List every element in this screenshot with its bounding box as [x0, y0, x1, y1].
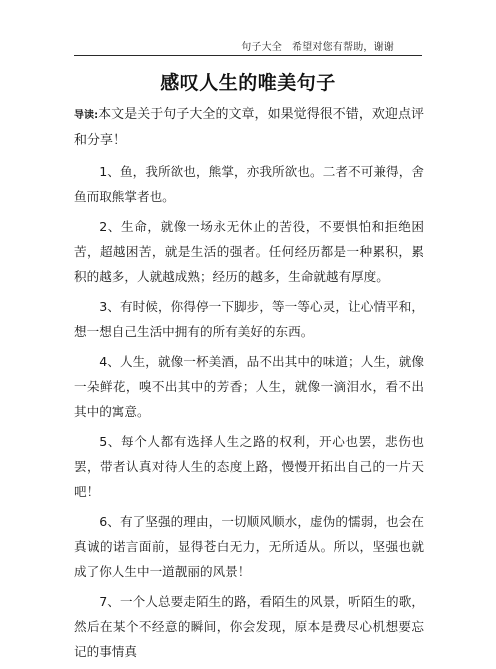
header-divider	[74, 55, 422, 56]
sentence-paragraph-1: 1、鱼，我所欲也，熊掌，亦我所欲也。二者不可兼得，舍鱼而取熊掌者也。	[74, 164, 424, 204]
sentence-paragraph-5: 5、每个人都有选择人生之路的权利，开心也罢，悲伤也罢，带者认真对待人生的态度上路，慢慢开拓出自己的一片天吧！	[74, 434, 424, 499]
document-body	[74, 102, 424, 669]
intro-text: 本文是关于句子大全的文章，如果觉得很不错，欢迎点评和分享！	[74, 107, 424, 148]
sentence-paragraph-7: 7、一个人总要走陌生的路，看陌生的风景，听陌生的歌，然后在某个不经意的瞬间，你会发现，原本是费尽心机想要忘记的事情真	[74, 594, 424, 659]
sentence-paragraph-2: 2、生命，就像一场永无休止的苦役，不要惧怕和拒绝困苦，超越困苦，就是生活的强者。任何经历都是一种累积，累积的越多，人就越成熟；经历的越多，生命就越有厚度。	[74, 219, 424, 284]
intro-paragraph	[74, 102, 424, 153]
document-title: 感叹人生的唯美句子	[160, 72, 336, 94]
sentence-paragraph-4: 4、人生，就像一杯美酒，品不出其中的味道；人生，就像一朵鲜花，嗅不出其中的芳香；人生，就像一滴泪水，看不出其中的寓意。	[74, 354, 424, 419]
header-site-name: 句子大全	[241, 42, 282, 53]
sentence-paragraph-6: 6、有了坚强的理由，一切顺风顺水，虚伪的懦弱，也会在真诚的诺言面前，显得苍白无力，无所适从。所以，坚强也就成了你人生中一道靓丽的风景！	[74, 514, 424, 579]
header-tagline: 希望对您有帮助，谢谢	[292, 42, 394, 53]
intro-lead: 导读:	[74, 110, 99, 121]
sentence-paragraph-3: 3、有时候，你得停一下脚步，等一等心灵，让心情平和，想一想自己生活中拥有的所有美好的东西。	[74, 299, 424, 339]
page-header	[241, 38, 394, 53]
